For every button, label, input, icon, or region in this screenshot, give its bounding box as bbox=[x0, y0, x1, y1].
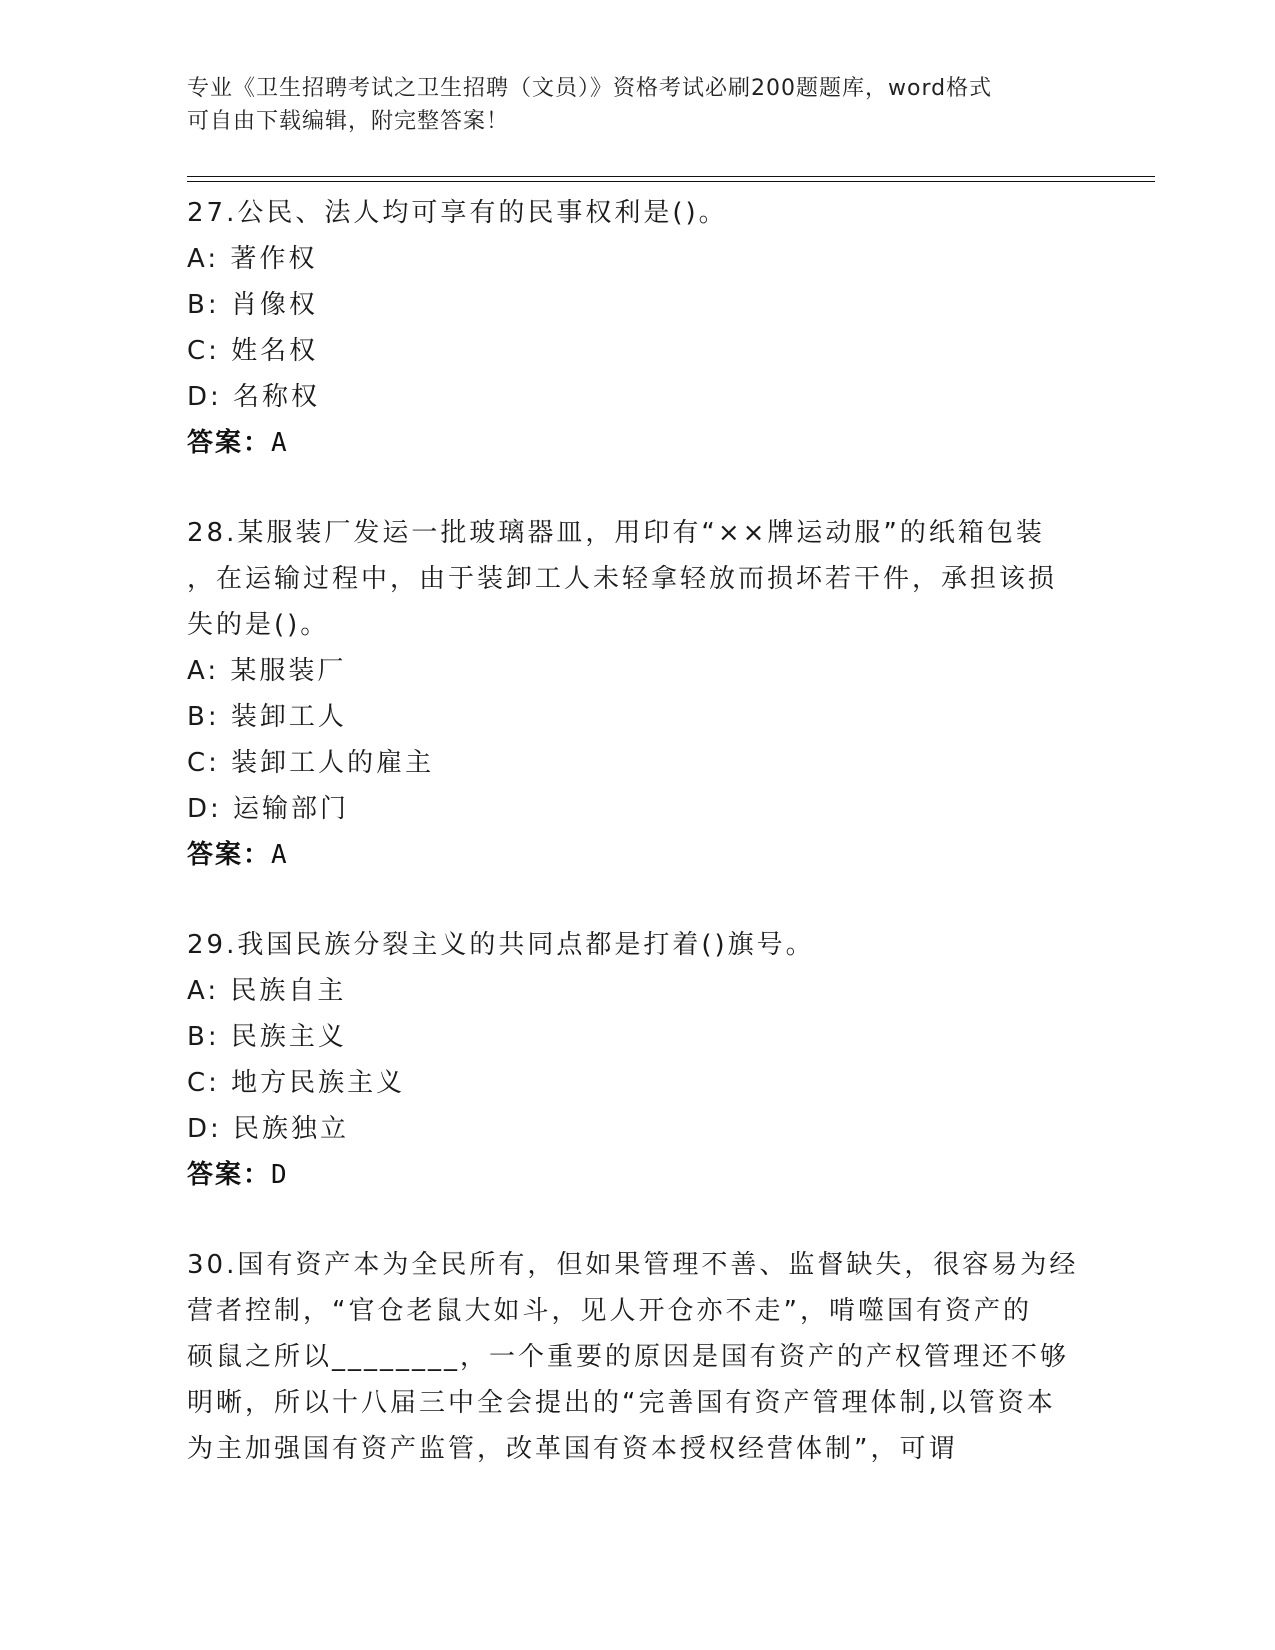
header-rule-top bbox=[187, 176, 1155, 177]
question-text: 硕鼠之所以________，一个重要的原因是国有资产的产权管理还不够 bbox=[187, 1342, 1070, 1372]
question-text: 营者控制，“官仓老鼠大如斗，见人开仓亦不走”，啃噬国有资产的 bbox=[187, 1296, 1032, 1326]
spacer bbox=[187, 1198, 1187, 1242]
question-text: 为主加强国有资产监管，改革国有资本授权经营体制”，可谓 bbox=[187, 1434, 958, 1464]
document-header bbox=[187, 72, 1087, 138]
question-27 bbox=[187, 190, 1187, 466]
option-b: B: 装卸工人 bbox=[187, 702, 347, 732]
option-c: C: 装卸工人的雇主 bbox=[187, 748, 435, 778]
answer-value: D bbox=[271, 1160, 289, 1190]
header-line-1: 专业《卫生招聘考试之卫生招聘（文员）》资格考试必刷200题题库，word格式 bbox=[187, 76, 993, 101]
question-text: 明晰，所以十八届三中全会提出的“完善国有资产管理体制,以管资本 bbox=[187, 1388, 1056, 1418]
question-text: 失的是()。 bbox=[187, 610, 330, 640]
answer-value: A bbox=[271, 840, 289, 870]
option-d: D: 名称权 bbox=[187, 382, 321, 412]
header-rule-bottom bbox=[187, 181, 1155, 182]
answer bbox=[187, 1152, 1187, 1198]
option-c: C: 地方民族主义 bbox=[187, 1068, 406, 1098]
answer-value: A bbox=[271, 428, 289, 458]
spacer bbox=[187, 466, 1187, 510]
option-d: D: 运输部门 bbox=[187, 794, 350, 824]
option-a: A: 某服装厂 bbox=[187, 656, 347, 686]
question-29 bbox=[187, 922, 1187, 1198]
answer-label: 答案： bbox=[187, 1160, 272, 1190]
question-text: 29.我国民族分裂主义的共同点都是打着()旗号。 bbox=[187, 930, 815, 960]
question-list bbox=[187, 190, 1187, 1472]
question-text: ，在运输过程中，由于装卸工人未轻拿轻放而损坏若干件，承担该损 bbox=[187, 564, 1058, 594]
option-a: A: 著作权 bbox=[187, 244, 318, 274]
question-text: 28.某服装厂发运一批玻璃器皿，用印有“××牌运动服”的纸箱包装 bbox=[187, 518, 1045, 548]
question-28 bbox=[187, 510, 1187, 878]
option-b: B: 民族主义 bbox=[187, 1022, 347, 1052]
option-c: C: 姓名权 bbox=[187, 336, 319, 366]
answer bbox=[187, 420, 1187, 466]
answer-label: 答案： bbox=[187, 840, 272, 870]
answer bbox=[187, 832, 1187, 878]
option-b: B: 肖像权 bbox=[187, 290, 318, 320]
option-d: D: 民族独立 bbox=[187, 1114, 350, 1144]
question-text: 30.国有资产本为全民所有，但如果管理不善、监督缺失，很容易为经 bbox=[187, 1250, 1079, 1280]
answer-label: 答案： bbox=[187, 428, 272, 458]
header-line-2: 可自由下载编辑，附完整答案！ bbox=[187, 109, 510, 134]
spacer bbox=[187, 878, 1187, 922]
question-30 bbox=[187, 1242, 1187, 1472]
question-text: 27.公民、法人均可享有的民事权利是()。 bbox=[187, 198, 728, 228]
option-a: A: 民族自主 bbox=[187, 976, 347, 1006]
